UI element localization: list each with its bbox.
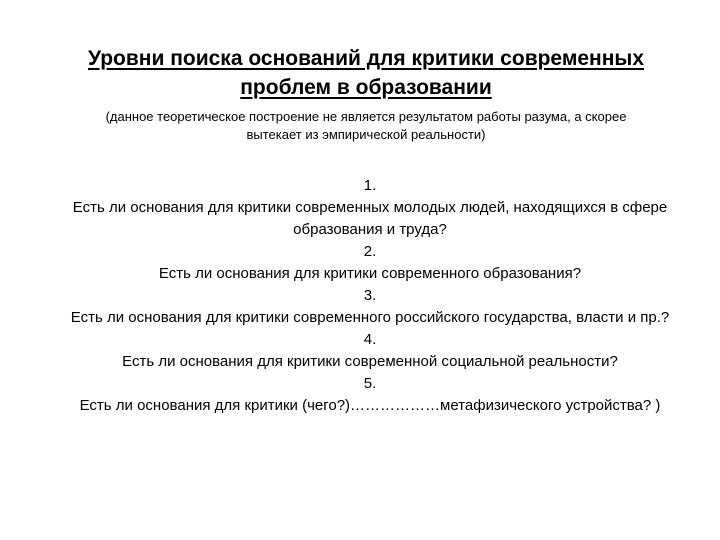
slide-subtitle [40,108,692,144]
slide-subtitle-line-2: вытекает из эмпирической реальности) [246,127,486,142]
question-text: Есть ли основания для критики современного образования? [158,265,582,282]
question-number: 2. [363,243,377,260]
slide-subtitle-line-1: (данное теоретическое построение не является результатом работы разума, а скорее [105,109,627,124]
question-text: Есть ли основания для критики современной социальной реальности? [122,353,618,370]
slide-title-line-2: проблем в образовании [240,76,492,99]
question-list [28,175,712,417]
question-number: 3. [363,287,377,304]
question-text: Есть ли основания для критики современных молодых людей, находящихся в сфере образования и труда? [72,199,668,238]
question-item [28,373,712,417]
question-item [28,329,712,373]
question-text: Есть ли основания для критики современного российского государства, власти и пр.? [70,309,670,326]
slide-title-line-1: Уровни поиска оснований для критики современных [87,47,645,70]
question-item [28,175,712,241]
question-item [28,241,712,285]
question-item [28,285,712,329]
question-text: Есть ли основания для критики (чего?)………………метафизического устройства? ) [79,397,661,414]
question-number: 1. [363,177,377,194]
question-number: 5. [363,375,377,392]
question-number: 4. [363,331,377,348]
slide-title [40,44,692,102]
